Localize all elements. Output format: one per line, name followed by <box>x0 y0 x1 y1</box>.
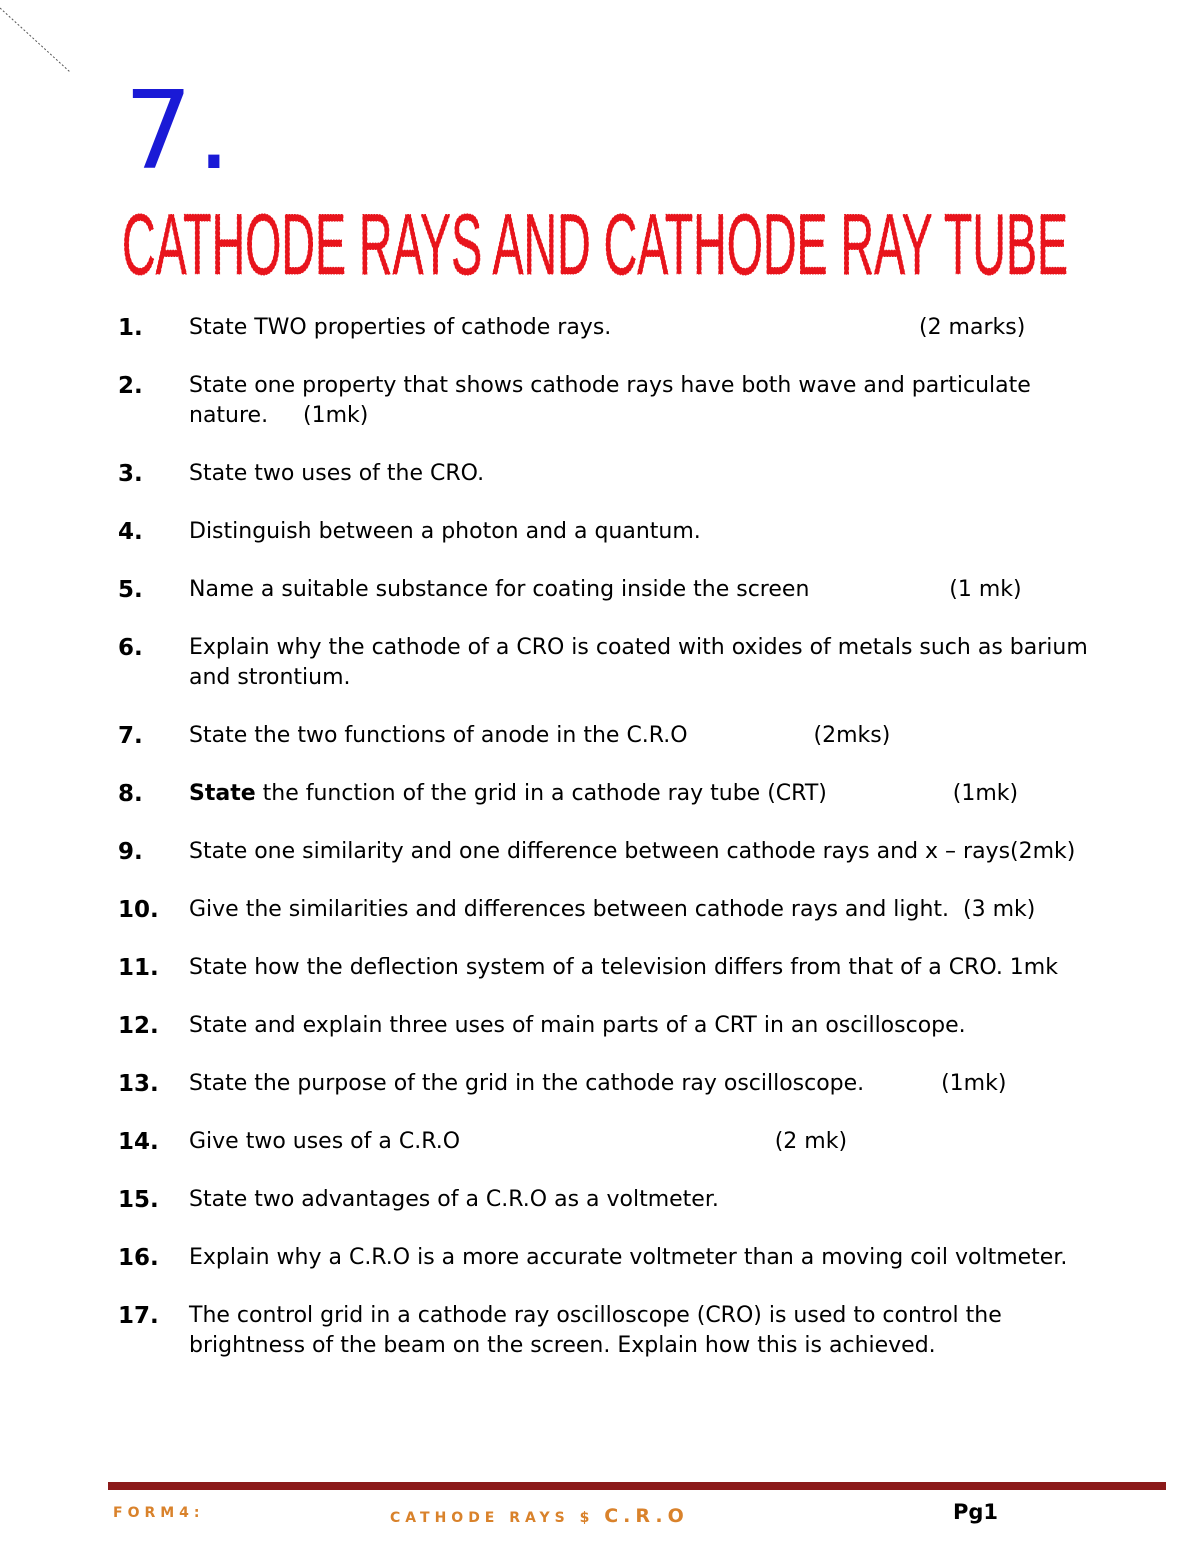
question-item <box>118 517 1168 547</box>
question-item <box>118 459 1168 489</box>
question-number: 4. <box>118 519 143 545</box>
question-text <box>189 779 1018 809</box>
question-item <box>118 1127 1168 1157</box>
question-item <box>118 371 1168 431</box>
question-number: 13. <box>118 1071 159 1097</box>
question-body: Explain why the cathode of a CRO is coated with oxides of metals such as barium and strontium. <box>189 635 1088 690</box>
question-text <box>189 953 1058 983</box>
question-text <box>189 1301 1002 1361</box>
footer-rule <box>108 1482 1166 1490</box>
question-number: 11. <box>118 955 159 981</box>
question-number: 16. <box>118 1245 159 1271</box>
footer-topic-small: CATHODE RAYS $ <box>390 1510 605 1526</box>
svg-text:CATHODE RAYS AND CATHODE RAY T: CATHODE RAYS AND CATHODE RAY TUBE <box>122 197 1068 288</box>
question-number: 15. <box>118 1187 159 1213</box>
question-item <box>118 721 1168 751</box>
question-number: 2. <box>118 373 143 399</box>
footer-form: FORM4: <box>113 1505 205 1521</box>
question-text <box>189 575 1022 605</box>
question-item <box>118 1243 1168 1273</box>
footer-topic-big: C.R.O <box>604 1505 689 1527</box>
question-text <box>189 1127 847 1157</box>
question-body: Give two uses of a C.R.O (2 mk) <box>189 1129 848 1154</box>
question-lead-word: State <box>189 781 256 806</box>
question-number: 6. <box>118 635 143 661</box>
question-item <box>118 953 1168 983</box>
question-item <box>118 1069 1168 1099</box>
question-text <box>189 1185 719 1215</box>
question-text <box>189 517 701 547</box>
question-body: State one similarity and one difference between cathode rays and x – rays(2mk) <box>189 839 1076 864</box>
question-text <box>189 633 1088 693</box>
question-item <box>118 837 1168 867</box>
question-text <box>189 313 1025 343</box>
question-body: State two advantages of a C.R.O as a voltmeter. <box>189 1187 719 1212</box>
question-item <box>118 779 1168 809</box>
question-number: 17. <box>118 1303 159 1329</box>
question-item <box>118 633 1168 693</box>
question-body: the function of the grid in a cathode ray tube (CRT) (1mk) <box>255 781 1019 806</box>
question-item <box>118 1185 1168 1215</box>
question-number: 8. <box>118 781 143 807</box>
question-text <box>189 837 1075 867</box>
question-body: State the purpose of the grid in the cathode ray oscilloscope. (1mk) <box>189 1071 1007 1096</box>
question-body: State TWO properties of cathode rays. (2 marks) <box>189 315 1026 340</box>
question-text <box>189 1069 1006 1099</box>
question-text <box>189 721 890 751</box>
question-list <box>118 313 1168 1389</box>
question-item <box>118 1011 1168 1041</box>
question-text <box>189 1011 966 1041</box>
question-number: 3. <box>118 461 143 487</box>
question-number: 1. <box>118 315 143 341</box>
footer-topic <box>390 1505 689 1527</box>
chapter-number: 7. <box>124 69 236 194</box>
question-number: 9. <box>118 839 143 865</box>
question-text <box>189 459 484 489</box>
question-text <box>189 371 1031 431</box>
page-number: Pg1 <box>953 1500 999 1524</box>
question-text <box>189 895 1035 925</box>
question-number: 10. <box>118 897 159 923</box>
question-body: Give the similarities and differences between cathode rays and light. (3 mk) <box>189 897 1036 922</box>
question-body: State and explain three uses of main parts of a CRT in an oscilloscope. <box>189 1013 966 1038</box>
question-body: The control grid in a cathode ray oscilloscope (CRO) is used to control the brightness of the beam on the screen. Explain how this is achieved. <box>189 1303 1002 1358</box>
question-body: State how the deflection system of a television differs from that of a CRO. 1mk <box>189 955 1058 980</box>
corner-dashed-line <box>0 0 80 80</box>
question-item <box>118 313 1168 343</box>
chapter-title <box>118 196 1078 288</box>
question-body: Name a suitable substance for coating inside the screen (1 mk) <box>189 577 1022 602</box>
question-text <box>189 1243 1067 1273</box>
question-body: Distinguish between a photon and a quantum. <box>189 519 701 544</box>
question-number: 5. <box>118 577 143 603</box>
question-body: State two uses of the CRO. <box>189 461 485 486</box>
question-item <box>118 1301 1168 1361</box>
question-item <box>118 575 1168 605</box>
question-number: 7. <box>118 723 143 749</box>
question-body: State the two functions of anode in the C.R.O (2mks) <box>189 723 891 748</box>
question-item <box>118 895 1168 925</box>
question-body: Explain why a C.R.O is a more accurate voltmeter than a moving coil voltmeter. <box>189 1245 1068 1270</box>
question-number: 12. <box>118 1013 159 1039</box>
question-number: 14. <box>118 1129 159 1155</box>
question-body: State one property that shows cathode rays have both wave and particulate nature. (1mk) <box>189 373 1031 428</box>
